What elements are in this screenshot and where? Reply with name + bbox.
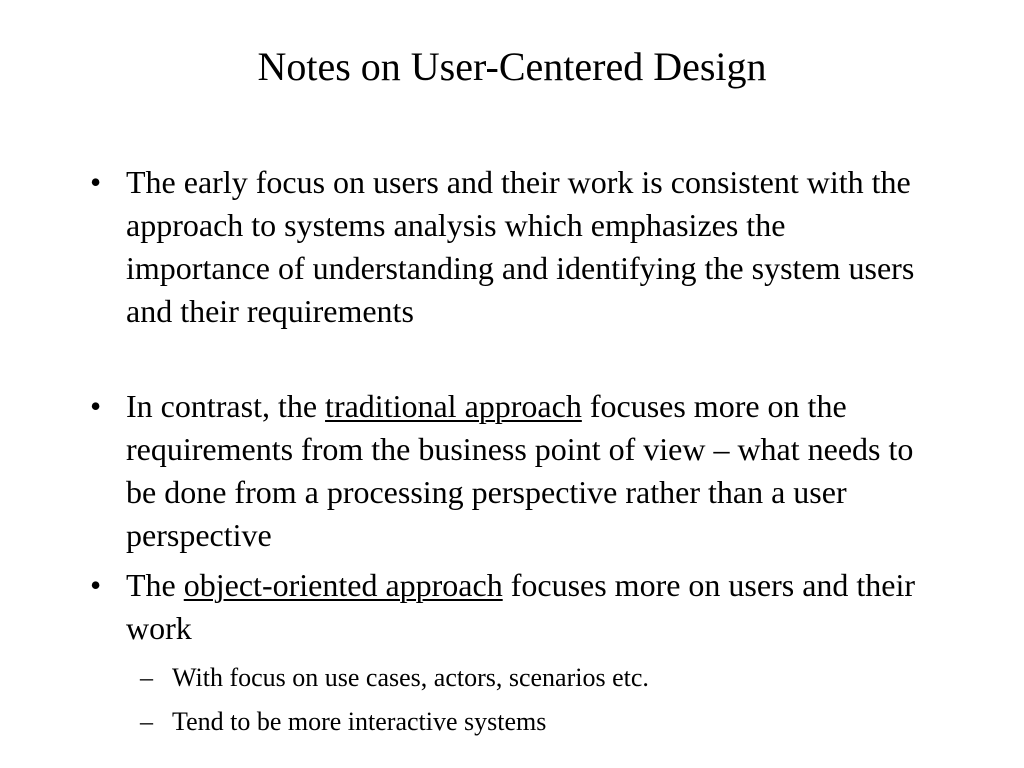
- bullet-marker: •: [90, 567, 102, 603]
- text-run: In contrast, the: [126, 388, 326, 424]
- underlined-term: object-oriented approach: [183, 567, 503, 603]
- underlined-term: traditional approach: [325, 388, 582, 424]
- sub-bullet-marker: –: [140, 707, 153, 736]
- text-run: focuses more on users and their work: [126, 567, 916, 646]
- bullet-marker: •: [90, 388, 102, 424]
- bullet-item-early-focus: [90, 161, 920, 333]
- bullet-text: [126, 385, 920, 557]
- sub-bullet-item-use-cases: [140, 661, 940, 695]
- sub-bullet-text: Tend to be more interactive systems: [172, 707, 547, 736]
- bullet-item-object-oriented-approach: [90, 564, 920, 650]
- slide-title: Notes on User-Centered Design: [257, 44, 767, 89]
- sub-bullet-item-interactive-systems: [140, 705, 940, 739]
- sub-bullet-text: With focus on use cases, actors, scenarios etc.: [172, 663, 649, 692]
- sub-bullet-marker: –: [140, 663, 153, 692]
- text-run: The early focus on users and their work is consistent with the approach to systems analysis which emphasizes the importance of understanding and identifying the system users and their requirements: [126, 164, 915, 329]
- text-run: The: [126, 567, 184, 603]
- bullet-text: [126, 161, 920, 333]
- bullet-text: [126, 564, 920, 650]
- bullet-item-traditional-approach: [90, 385, 920, 557]
- bullet-marker: •: [90, 164, 102, 200]
- text-run: focuses more on the requirements from the business point of view – what needs to be done from a processing perspective rather than a user perspective: [126, 388, 914, 553]
